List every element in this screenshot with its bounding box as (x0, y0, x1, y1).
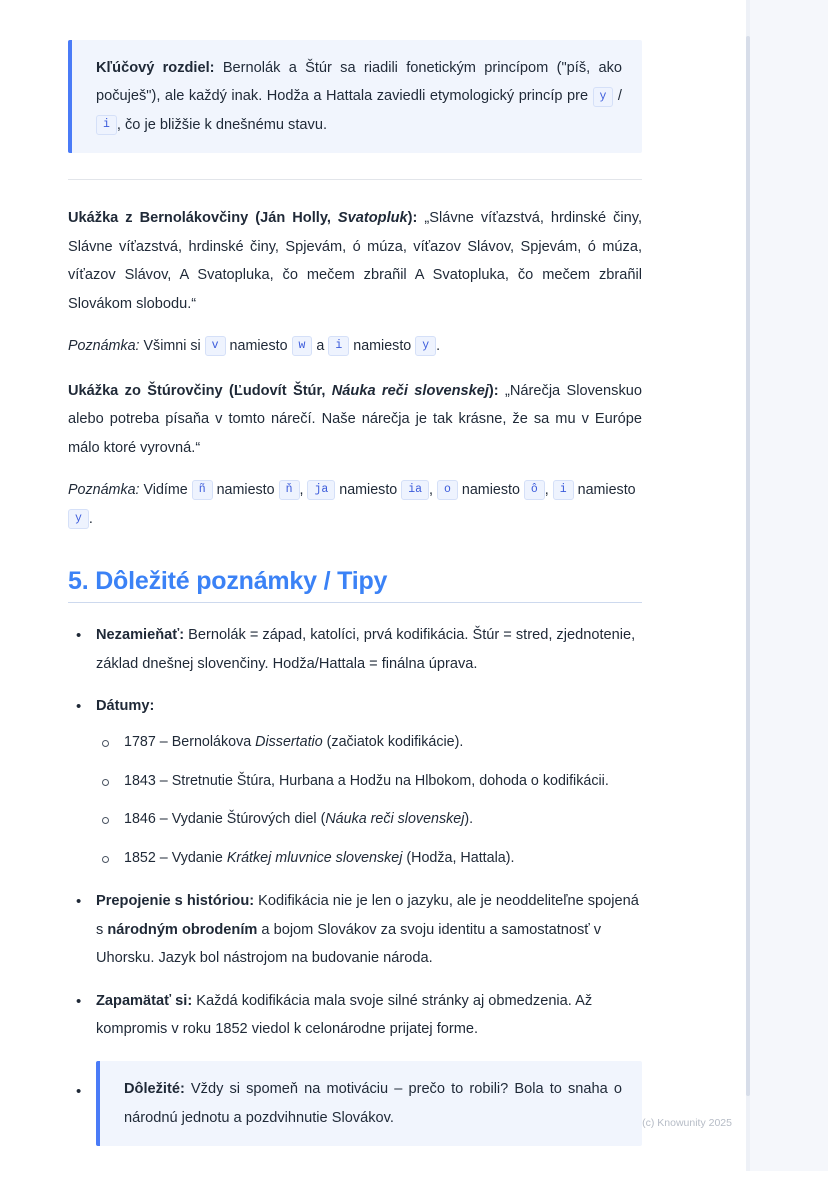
date-3-em: Náuka reči slovenskej (325, 811, 465, 828)
kbd-y-icon-3: y (68, 509, 89, 529)
bullet-circle-icon (102, 779, 109, 786)
sample-stur-text: „Nárečja Slovenskuo alebo potreba písaňa v tomto nárečí. Naše nárečja je tak krásne, že sa mu v Európe málo ktoré vyrovná.“ (68, 382, 642, 456)
list-item (96, 729, 642, 757)
bullet-dot-icon: • (76, 1083, 82, 1101)
tip-3-t2: a bojom Slovákov za svoju identitu a samostatnosť v Uhorsku. Jazyk bol nástrojom na budovanie národa. (96, 921, 602, 967)
kbd-n-caron-icon: ň (279, 480, 300, 500)
callout-key-difference-body-1: Bernolák a Štúr sa riadili fonetickým princípom ("píš, ako počuješ"), ale každý inak. Hodža a Hattala zaviedli etymologický princíp pre (96, 60, 622, 105)
callout-key-difference (68, 40, 642, 153)
callout-important-label: Dôležité: (124, 1081, 185, 1098)
sample-bernolak-title: Svatopluk (337, 210, 408, 227)
date-4-t2: (Hodža, Hattala). (402, 850, 515, 867)
kbd-o-circumflex-icon: ô (524, 480, 545, 500)
bullet-circle-icon (102, 817, 109, 824)
sample-bernolak-label-2: ): (407, 210, 418, 227)
callout-key-difference-label: Kľúčový rozdiel: (96, 60, 215, 76)
sample-stur (68, 377, 642, 462)
date-1-t1: 1787 – Bernolákova (124, 733, 256, 750)
date-1-t2: (začiatok kodifikácie). (322, 733, 464, 750)
kbd-y-icon-2: y (415, 336, 436, 356)
note-bernolak-label: Poznámka: (68, 338, 140, 355)
tip-1-text: Bernolák = západ, katolíci, prvá kodifikácia. Štúr = stred, zjednotenie, základ dnešnej slovenčiny. Hodža/Hattala = finálna úprava. (96, 627, 636, 672)
scrollbar-thumb[interactable] (746, 36, 750, 1096)
kbd-w-icon: w (292, 336, 313, 356)
callout-important (96, 1061, 642, 1146)
note-stur-t1: Vidíme (139, 482, 192, 499)
tip-3-label: Prepojenie s históriou: (96, 893, 255, 910)
dates-sublist (96, 729, 642, 874)
list-item (68, 987, 642, 1044)
page-title: 5. Dôležité poznámky / Tipy (68, 567, 388, 596)
note-stur-t7: , (544, 482, 553, 499)
tip-2-label: Dátumy: (96, 698, 155, 715)
section-rule (68, 602, 642, 603)
date-2-t1: 1843 – Stretnutie Štúra, Hurbana a Hodžu na Hlbokom, dohoda o kodifikácii. (124, 772, 609, 789)
kbd-i-icon-3: i (553, 480, 574, 500)
kbd-i-icon: i (96, 115, 117, 135)
note-bernolak-t5: . (436, 338, 441, 355)
kbd-ja-icon: ja (307, 480, 335, 500)
note-stur-t8: namiesto (573, 482, 636, 499)
list-item (96, 806, 642, 834)
date-4-t1: 1852 – Vydanie (124, 850, 227, 867)
note-stur-label: Poznámka: (68, 482, 140, 499)
sample-bernolak-text: „Slávne víťazstvá, hrdinské činy, Slávne víťazstvá, hrdinské činy, Spjevám, ó múza, víťazov Slávov, Spjevám, ó múza, víťazov Slávov, A Svatopluka, čo mečem zbrañil A Svatopluka, čo mečem zbrañil Slovákom slobodu.“ (68, 210, 643, 312)
tip-1-label: Nezamieňať: (96, 627, 185, 644)
list-item (68, 1061, 642, 1146)
date-1-em: Dissertatio (255, 733, 323, 750)
bullet-dot-icon: • (76, 698, 82, 716)
note-stur-t2: namiesto (212, 482, 279, 499)
bullet-circle-icon (102, 856, 109, 863)
sample-stur-label-1: Ukážka zo Štúrovčiny (Ľudovít Štúr, (68, 382, 332, 399)
bullet-dot-icon: • (76, 992, 82, 1010)
note-bernolak (68, 332, 642, 361)
bullet-circle-icon (102, 740, 109, 747)
callout-key-difference-text (96, 54, 622, 139)
callout-important-body: Vždy si spomeň na motiváciu – prečo to robili? Bola to snaha o národnú jednotu a pozdvihnutie Slovákov. (124, 1081, 622, 1126)
note-stur-t3: , (299, 482, 308, 499)
tip-3-t1: Kodifikácia nie je len o jazyku, ale je neoddeliteľne spojená s (96, 893, 639, 938)
sample-bernolak-label-1: Ukážka z Bernolákovčiny (Ján Holly, (68, 210, 338, 227)
callout-slash: / (613, 88, 622, 105)
sample-bernolak (68, 204, 642, 318)
list-item (96, 768, 642, 796)
bullet-dot-icon: • (76, 893, 82, 911)
list-item (96, 845, 642, 873)
list-item (68, 887, 642, 972)
note-stur-t4: namiesto (335, 482, 402, 499)
note-bernolak-t3: a (312, 338, 329, 355)
kbd-o-icon: o (437, 480, 458, 500)
note-bernolak-t4: namiesto (349, 338, 416, 355)
date-3-t2: ). (464, 811, 474, 828)
kbd-ia-icon: ia (401, 480, 429, 500)
page-right-margin (749, 0, 828, 1171)
kbd-v-icon: v (205, 336, 226, 356)
note-bernolak-t2: namiesto (225, 338, 292, 355)
sample-stur-title: Náuka reči slovenskej (331, 382, 489, 399)
callout-key-difference-body-2: , čo je bližšie k dnešnému stavu. (116, 116, 327, 133)
date-3-t1: 1846 – Vydanie Štúrových diel ( (124, 811, 326, 828)
divider (68, 179, 642, 180)
footer-credit: (c) Knowunity 2025 (642, 1117, 732, 1130)
date-4-em: Krátkej mluvnice slovenskej (226, 850, 403, 867)
kbd-n-tilde-icon: ñ (192, 480, 213, 500)
tips-list (68, 621, 642, 1043)
sample-stur-label-2: ): (488, 382, 499, 399)
kbd-y-icon: y (593, 87, 614, 107)
note-stur-t9: . (88, 510, 93, 527)
note-stur (68, 476, 642, 533)
note-bernolak-t1: Všimni si (139, 338, 205, 355)
tip-4-text: Každá kodifikácia mala svoje silné stránky aj obmedzenia. Až kompromis v roku 1852 viedol k celonárodne prijatej forme. (96, 992, 593, 1037)
tip-3-bold: národným obrodením (107, 921, 258, 938)
note-stur-t6: namiesto (457, 482, 524, 499)
list-item (68, 621, 642, 678)
kbd-i-icon-2: i (328, 336, 349, 356)
note-stur-t5: , (429, 482, 437, 499)
bullet-dot-icon: • (76, 627, 82, 645)
list-item (68, 692, 642, 873)
tip-4-label: Zapamätať si: (96, 992, 193, 1009)
callout-important-text (124, 1075, 622, 1132)
